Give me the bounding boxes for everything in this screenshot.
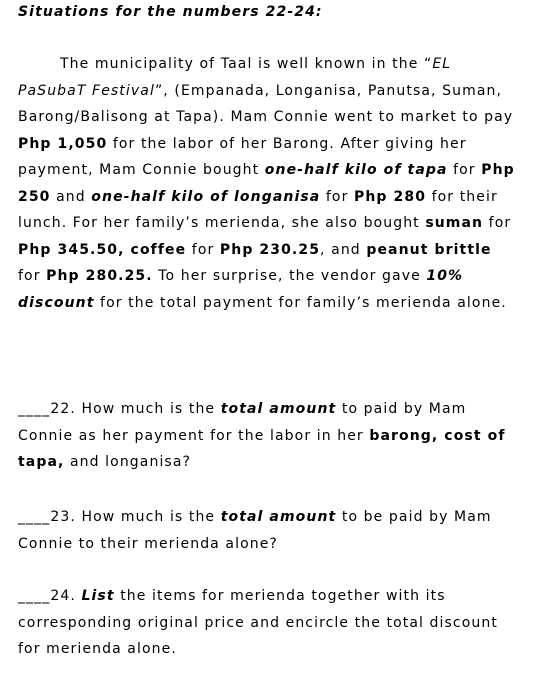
tapa-item: one-half kilo of tapa (264, 162, 448, 178)
question-text: to paid by Mam Connie as her payment for the labor in her (18, 401, 467, 444)
situation-text: The municipality of Taal is well known in the (60, 56, 419, 72)
situation-text: and (50, 188, 92, 205)
situation-text: , and (320, 241, 367, 258)
question-emphasis: total amount (220, 401, 337, 417)
situation-text: for (186, 241, 220, 258)
question-23 (18, 504, 518, 557)
question-22 (18, 396, 518, 476)
situation-text: for their lunch. For her family’s merienda, she also bought (18, 188, 498, 231)
festival-name: EL PaSubaT Festival (18, 56, 452, 99)
situations-heading: Situations for the numbers 22-24: (18, 4, 323, 20)
peanut-brittle-price: Php 280.25. (46, 268, 153, 284)
longanisa-price: Php 280 (354, 188, 427, 205)
situation-text: for the total payment for family’s merienda alone. (94, 294, 507, 311)
situation-text: “ (424, 56, 433, 72)
suman-item: suman (425, 215, 484, 231)
situation-text: ”, (Empanada, Longanisa, Panutsa, Suman, Barong/Balisong at Tapa). Mam Connie went to market to pay (18, 82, 514, 125)
situation-text: To her surprise, the vendor gave (152, 268, 427, 284)
barong-labor-price: Php 1,050 (18, 135, 108, 152)
question-text: and longanisa? (64, 454, 192, 470)
tapa-price: Php 250 (18, 162, 515, 205)
question-text: ____23. How much is the (18, 509, 221, 525)
peanut-brittle-item: peanut brittle (366, 241, 492, 258)
question-text: ____24. (18, 588, 82, 604)
suman-price-coffee: Php 345.50, coffee (18, 241, 187, 258)
situation-text: for (18, 268, 47, 284)
question-bold: barong, cost of tapa, (18, 427, 506, 470)
question-text: the items for merienda together with its corresponding original price and encircle the total discount for merienda alone. (18, 588, 498, 657)
longanisa-item: one-half kilo of longanisa (91, 188, 321, 205)
situation-text: for (320, 188, 354, 205)
question-emphasis: total amount (220, 509, 337, 525)
question-24 (18, 583, 518, 663)
coffee-price: Php 230.25 (219, 241, 321, 258)
question-text: to be paid by Mam Connie to their merienda alone? (18, 509, 492, 552)
discount-text: 10% discount (18, 268, 464, 311)
situation-text: for the labor of her Barong. After giving her payment, Mam Connie bought (18, 135, 467, 178)
question-text: ____22. How much is the (18, 401, 221, 417)
situation-paragraph (18, 51, 518, 316)
situation-text: for (447, 162, 482, 178)
question-emphasis: List (81, 588, 115, 604)
situation-text: for (483, 215, 512, 231)
